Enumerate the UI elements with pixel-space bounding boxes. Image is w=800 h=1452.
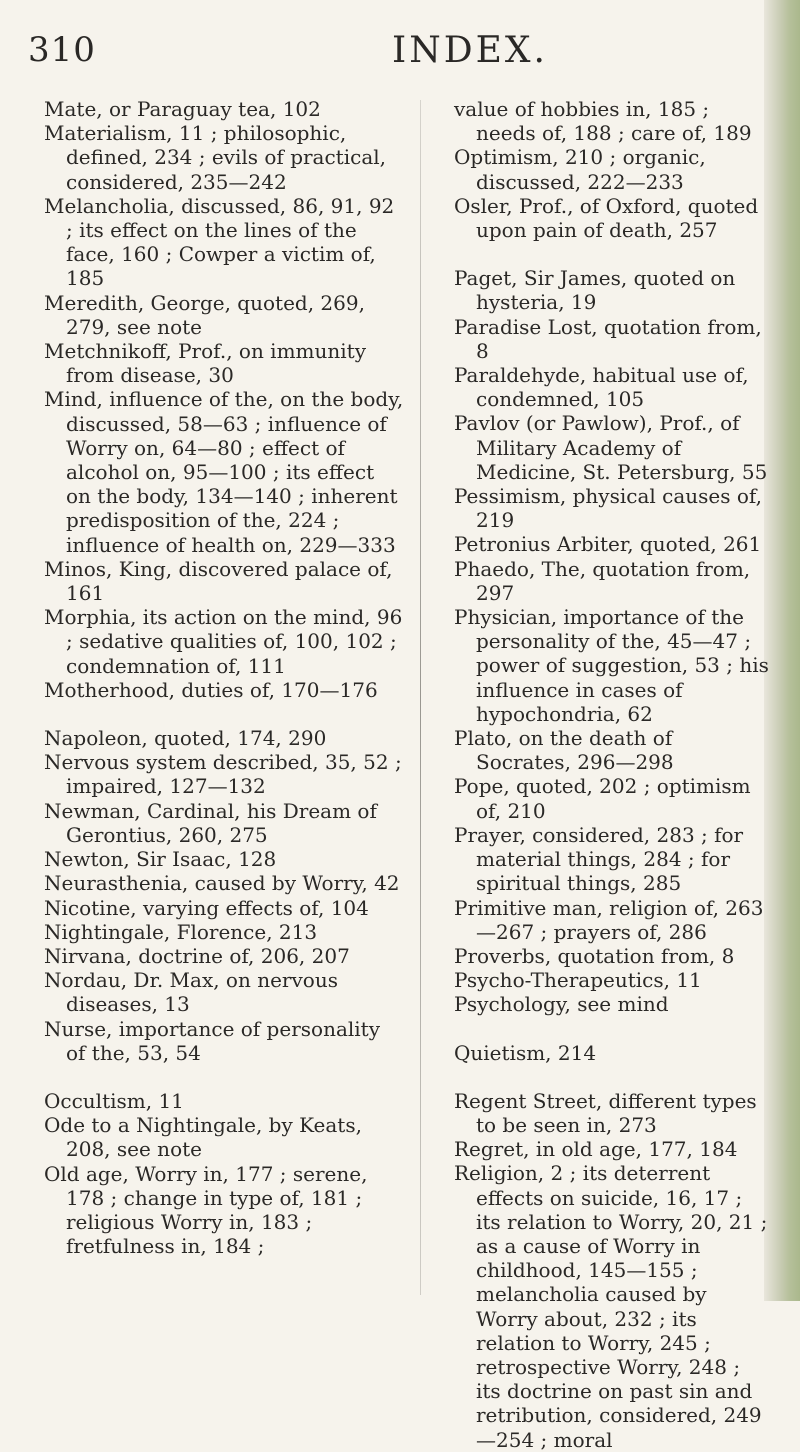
index-entry: value of hobbies in, 185 ; needs of, 188 ; care of, 189 bbox=[454, 97, 752, 146]
index-entry: Plato, on the death of Socrates, 296—298 bbox=[454, 726, 674, 775]
index-entry: Primitive man, religion of, 263—267 ; prayers of, 286 bbox=[454, 895, 764, 944]
index-column-left bbox=[44, 97, 404, 1258]
index-entry: Old age, Worry in, 177 ; serene, 178 ; change in type of, 181 ; religious Worry in, 183 ; fretfulness in, 184 ; bbox=[44, 1161, 368, 1259]
index-entry: Motherhood, duties of, 170—176 bbox=[44, 677, 378, 702]
index-entry: Petronius Arbiter, quoted, 261 bbox=[454, 532, 762, 557]
index-entry: Newman, Cardinal, his Dream of Gerontius, 260, 275 bbox=[44, 798, 377, 847]
index-entry: Prayer, considered, 283 ; for material things, 284 ; for spiritual things, 285 bbox=[454, 822, 744, 896]
index-entry: Newton, Sir Isaac, 128 bbox=[44, 847, 277, 872]
index-entry: Quietism, 214 bbox=[454, 1040, 597, 1065]
index-entry: Optimism, 210 ; organic, discussed, 222—233 bbox=[454, 145, 706, 194]
column-divider bbox=[420, 100, 421, 1295]
index-entry: Metchnikoff, Prof., on immunity from disease, 30 bbox=[44, 339, 367, 388]
index-entry: Nicotine, varying effects of, 104 bbox=[44, 895, 369, 920]
page-header bbox=[0, 30, 760, 70]
index-entry: Osler, Prof., of Oxford, quoted upon pain of death, 257 bbox=[454, 193, 759, 243]
index-entry: Religion, 2 ; its deterrent effects on suicide, 16, 17 ; its relation to Worry, 20, 21 ; as a cause of Worry in childhood, 145—155 ; melancholia caused by Worry about, 232 ; its relation to Worry, 245 ; retrospective Worry, 248 ; its doctrine on past sin and retribution, considered, 249—254 ; moral bbox=[454, 1161, 768, 1452]
index-entry: Ode to a Nightingale, by Keats, 208, see note bbox=[44, 1113, 362, 1162]
index-entry: Phaedo, The, quotation from, 297 bbox=[454, 556, 751, 605]
index-entry: Nordau, Dr. Max, on nervous diseases, 13 bbox=[44, 968, 338, 1017]
index-entry: Meredith, George, quoted, 269, 279, see note bbox=[44, 290, 365, 339]
index-entry: Nervous system described, 35, 52 ; impaired, 127—132 bbox=[44, 750, 402, 799]
index-entry: Materialism, 11 ; philosophic, defined, 234 ; evils of practical, considered, 235—242 bbox=[44, 121, 386, 194]
letter-section-gap bbox=[454, 242, 770, 266]
index-entry: Nirvana, doctrine of, 206, 207 bbox=[44, 943, 350, 968]
index-entry: Neurasthenia, caused by Worry, 42 bbox=[44, 871, 400, 896]
index-entry: Regret, in old age, 177, 184 bbox=[454, 1137, 738, 1162]
index-entry: Morphia, its action on the mind, 96 ; sedative qualities of, 100, 102 ; condemnation of, 111 bbox=[44, 605, 403, 678]
index-entry: Mate, or Paraguay tea, 102 bbox=[44, 97, 321, 121]
letter-section-gap bbox=[44, 702, 404, 726]
index-entry: Nurse, importance of personality of the, 53, 54 bbox=[44, 1016, 380, 1065]
letter-section-gap bbox=[454, 1017, 770, 1041]
page-number: 310 bbox=[28, 30, 96, 70]
index-entry: Pavlov (or Pawlow), Prof., of Military Academy of Medicine, St. Petersburg, 55 bbox=[454, 411, 768, 484]
index-entry: Minos, King, discovered palace of, 161 bbox=[44, 556, 393, 606]
index-entry: Occultism, 11 bbox=[44, 1088, 184, 1113]
index-entry: Psycho-Therapeutics, 11 bbox=[454, 968, 702, 993]
letter-section-gap bbox=[44, 1065, 404, 1089]
index-column-right bbox=[454, 97, 770, 1452]
running-title: INDEX. bbox=[392, 30, 548, 71]
index-entry: Psychology, see mind bbox=[454, 992, 669, 1017]
index-entry: Paradise Lost, quotation from, 8 bbox=[454, 314, 762, 363]
index-entry: Physician, importance of the personality of the, 45—47 ; power of suggestion, 53 ; his influence in cases of hypochondria, 62 bbox=[454, 605, 769, 726]
letter-section-gap bbox=[454, 1065, 770, 1089]
index-entry: Pessimism, physical causes of, 219 bbox=[454, 484, 762, 533]
index-entry: Pope, quoted, 202 ; optimism of, 210 bbox=[454, 774, 751, 823]
index-entry: Paraldehyde, habitual use of, condemned, 105 bbox=[454, 363, 749, 412]
index-entry: Regent Street, different types to be seen in, 273 bbox=[454, 1088, 757, 1137]
index-entry: Proverbs, quotation from, 8 bbox=[454, 943, 735, 968]
index-entry: Napoleon, quoted, 174, 290 bbox=[44, 726, 327, 751]
index-entry: Mind, influence of the, on the body, discussed, 58—63 ; influence of Worry on, 64—80 ; effect of alcohol on, 95—100 ; its effect on the body, 134—140 ; inherent predisposition of the, 224 ; influence of health on, 229—333 bbox=[44, 387, 404, 557]
index-entry: Nightingale, Florence, 213 bbox=[44, 919, 318, 944]
index-entry: Melancholia, discussed, 86, 91, 92 ; its effect on the lines of the face, 160 ; Cowper a victim of, 185 bbox=[44, 193, 395, 291]
index-entry: Paget, Sir James, quoted on hysteria, 19 bbox=[454, 266, 736, 315]
